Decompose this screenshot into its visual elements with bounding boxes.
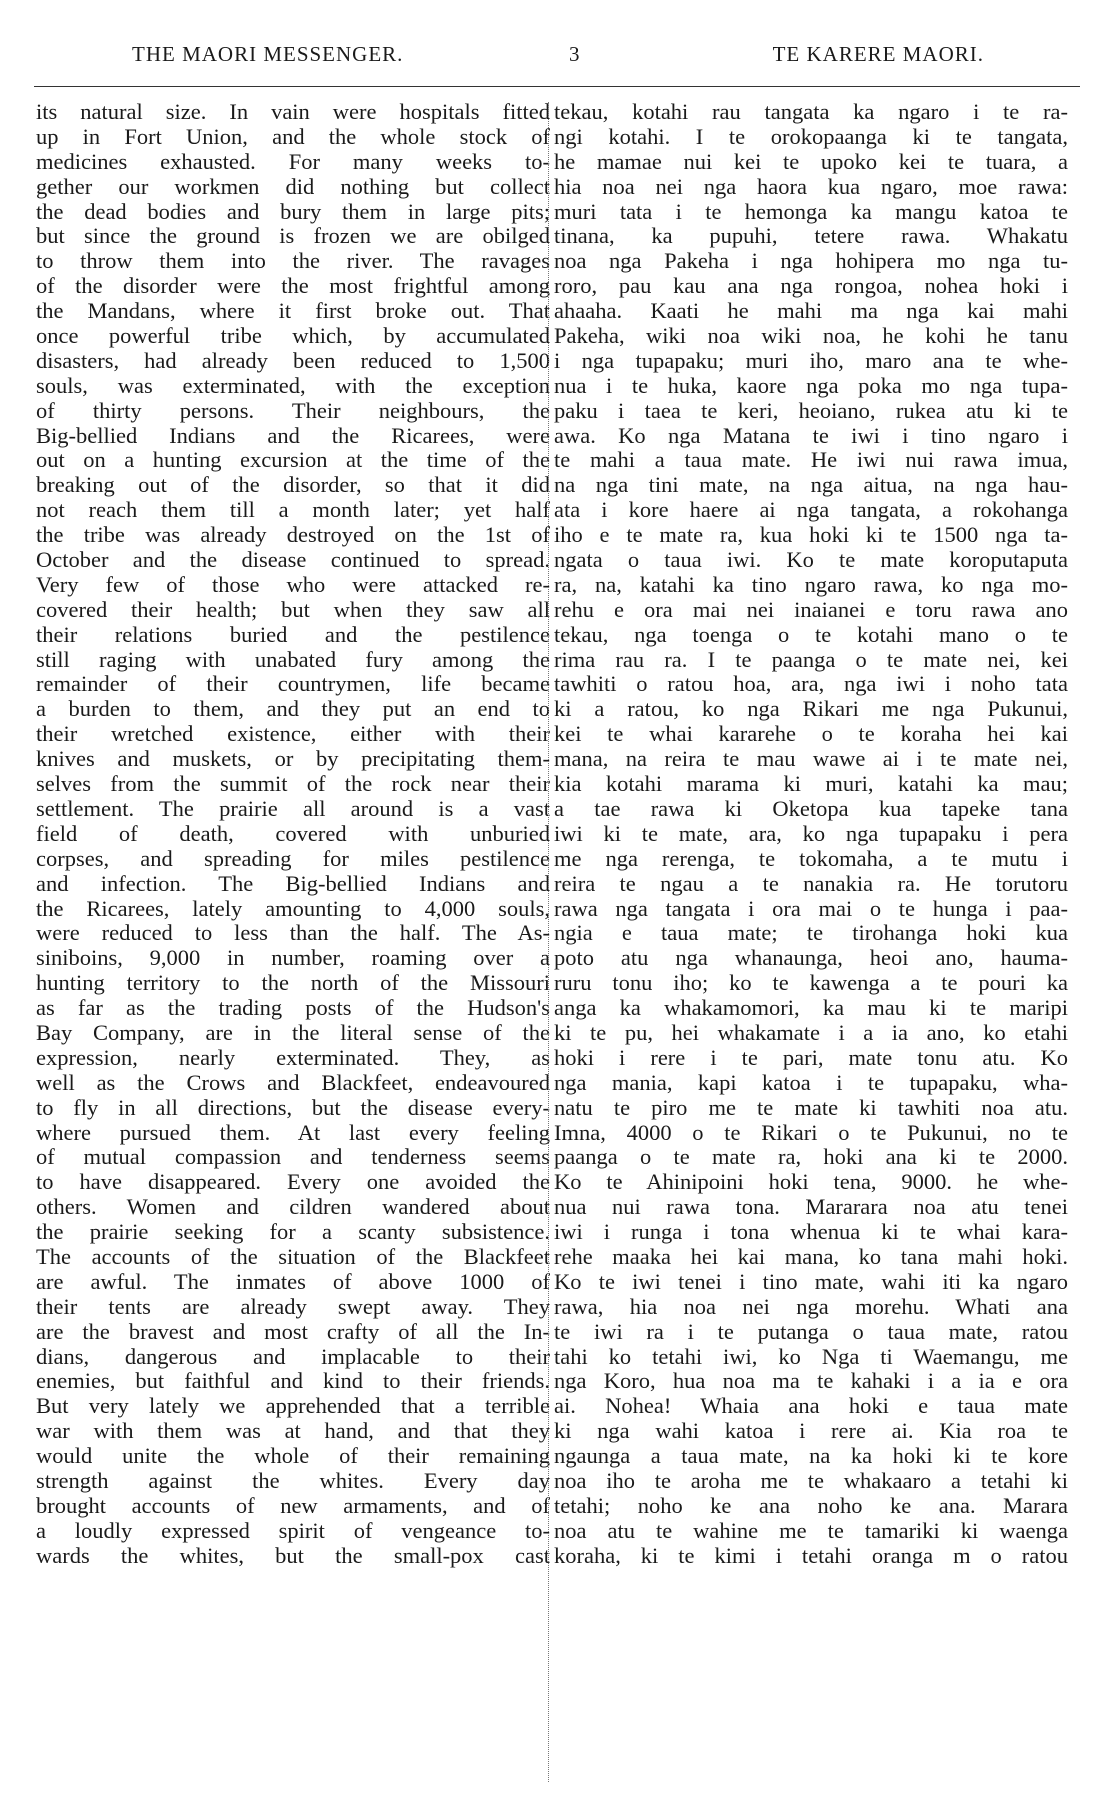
english-text-line: breaking out of the disorder, so that it did (36, 473, 550, 498)
english-text-line: would unite the whole of their remaining (36, 1444, 550, 1469)
english-text-line: gether our workmen did nothing but collect (36, 174, 550, 199)
english-column (36, 100, 550, 1569)
maori-text-line: tinana, ka pupuhi, tetere rawa. Whakatu (554, 224, 1068, 249)
english-text-line: to throw them into the river. The ravages (36, 249, 550, 274)
column-divider (548, 102, 549, 1782)
english-text-line: covered their health; but when they saw all (36, 597, 550, 622)
maori-text-line: Imna, 4000 o te Rikari o te Pukunui, no te (554, 1120, 1068, 1145)
english-text-line: but since the ground is frozen we are obilged (36, 224, 550, 249)
english-text-line: Big-bellied Indians and the Ricarees, were (36, 423, 550, 448)
maori-column (554, 100, 1068, 1569)
maori-text-line: kia kotahi marama ki muri, katahi ka mau; (554, 772, 1068, 797)
maori-text-line: ngi kotahi. I te orokopaanga ki te tangata, (554, 124, 1068, 149)
maori-text-line: tahi ko tetahi iwi, ko Nga ti Waemangu, me (554, 1344, 1068, 1369)
english-text-line: out on a hunting excursion at the time of the (36, 448, 550, 473)
english-text-line: knives and muskets, or by precipitating them- (36, 747, 550, 772)
maori-text-line: nga Koro, hua noa ma te kahaki i a ia e ora (554, 1369, 1068, 1394)
english-text-line: settlement. The prairie all around is a vast (36, 796, 550, 821)
maori-text-line: noa atu te wahine me te tamariki ki waenga (554, 1518, 1068, 1543)
english-text-line: disasters, had already been reduced to 1,500 (36, 348, 550, 373)
maori-text-line: nga mania, kapi katoa i te tupapaku, wha- (554, 1070, 1068, 1095)
english-text-line: well as the Crows and Blackfeet, endeavoured (36, 1070, 550, 1095)
english-text-line: a burden to them, and they put an end to (36, 697, 550, 722)
maori-text-line: tekau, kotahi rau tangata ka ngaro i te ra- (554, 100, 1068, 124)
english-text-line: of the disorder were the most frightful among (36, 274, 550, 299)
maori-text-line: Pakeha, wiki noa wiki noa, he kohi he tanu (554, 324, 1068, 349)
maori-text-line: ki te pu, hei whakamate i a ia ano, ko etahi (554, 1020, 1068, 1045)
maori-text-line: he mamae nui kei te upoko kei te tuara, a (554, 149, 1068, 174)
maori-text-line: ahaaha. Kaati he mahi ma nga kai mahi (554, 299, 1068, 324)
maori-text-line: ki nga wahi katoa i rere ai. Kia roa te (554, 1419, 1068, 1444)
maori-text-line: iwi i runga i tona whenua ki te whai kara- (554, 1220, 1068, 1245)
english-text-line: are awful. The inmates of above 1000 of (36, 1269, 550, 1294)
english-text-line: their relations buried and the pestilence (36, 622, 550, 647)
maori-text-line: te iwi ra i te putanga o taua mate, ratou (554, 1319, 1068, 1344)
maori-text-line: me nga rerenga, te tokomaha, a te mutu i (554, 846, 1068, 871)
maori-text-line: ngia e taua mate; te tirohanga hoki kua (554, 921, 1068, 946)
maori-text-line: tetahi; noho ke ana noho ke ana. Marara (554, 1493, 1068, 1518)
maori-text-line: iwi ki te mate, ara, ko nga tupapaku i pera (554, 821, 1068, 846)
english-text-line: strength against the whites. Every day (36, 1468, 550, 1493)
english-text-line: and infection. The Big-bellied Indians and (36, 871, 550, 896)
english-text-line: of mutual compassion and tenderness seems (36, 1145, 550, 1170)
english-text-line: others. Women and cildren wandered about (36, 1195, 550, 1220)
english-text-line: remainder of their countrymen, life became (36, 672, 550, 697)
maori-text-line: a tae rawa ki Oketopa kua tapeke tana (554, 796, 1068, 821)
maori-text-line: ngaunga a taua mate, na ka hoki ki te kore (554, 1444, 1068, 1469)
maori-text-line: rawa nga tangata i ora mai o te hunga i paa- (554, 896, 1068, 921)
maori-text-line: anga ka whakamomori, ka mau ki te maripi (554, 996, 1068, 1021)
english-text-line: their wretched existence, either with their (36, 722, 550, 747)
english-text-line: The accounts of the situation of the Blackfeet (36, 1244, 550, 1269)
english-text-line: the tribe was already destroyed on the 1st of (36, 523, 550, 548)
header-title-maori: TE KARERE MAORI. (772, 42, 984, 66)
english-text-line: selves from the summit of the rock near their (36, 772, 550, 797)
maori-text-line: nua nui rawa tona. Mararara noa atu tenei (554, 1195, 1068, 1220)
header-title-english: THE MAORI MESSENGER. (132, 42, 404, 66)
maori-text-line: na nga tini mate, na nga aitua, na nga hau- (554, 473, 1068, 498)
english-text-line: But very lately we apprehended that a terrible (36, 1394, 550, 1419)
maori-text-line: Ko te iwi tenei i tino mate, wahi iti ka ngaro (554, 1269, 1068, 1294)
english-text-line: Very few of those who were attacked re- (36, 572, 550, 597)
maori-text-line: awa. Ko nga Matana te iwi i tino ngaro i (554, 423, 1068, 448)
english-text-line: up in Fort Union, and the whole stock of (36, 124, 550, 149)
maori-text-line: paku i taea te keri, heoiano, rukea atu ki te (554, 398, 1068, 423)
english-text-line: its natural size. In vain were hospitals fitted (36, 100, 550, 124)
english-text-line: to fly in all directions, but the disease every- (36, 1095, 550, 1120)
english-text-line: hunting territory to the north of the Missouri (36, 971, 550, 996)
english-text-line: October and the disease continued to spread. (36, 548, 550, 573)
maori-text-line: natu te piro me te mate ki tawhiti noa atu. (554, 1095, 1068, 1120)
maori-text-line: ngata o taua iwi. Ko te mate koroputaputa (554, 548, 1068, 573)
english-text-line: still raging with unabated fury among the (36, 647, 550, 672)
english-text-line: brought accounts of new armaments, and of (36, 1493, 550, 1518)
english-text-line: the Ricarees, lately amounting to 4,000 souls, (36, 896, 550, 921)
page-header (118, 42, 984, 72)
maori-text-line: nua i te huka, kaore nga poka mo nga tupa- (554, 373, 1068, 398)
page-number: 3 (569, 42, 581, 66)
maori-text-line: te mahi a taua mate. He iwi nui rawa imua, (554, 448, 1068, 473)
english-text-line: the Mandans, where it first broke out. That (36, 299, 550, 324)
english-text-line: as far as the trading posts of the Hudson's (36, 996, 550, 1021)
maori-text-line: noa iho te aroha me te whakaaro a tetahi ki (554, 1468, 1068, 1493)
english-text-line: enemies, but faithful and kind to their friends. (36, 1369, 550, 1394)
maori-text-line: mana, na reira te mau wawe ai i te mate nei, (554, 747, 1068, 772)
english-text-line: expression, nearly exterminated. They, as (36, 1045, 550, 1070)
english-text-line: corpses, and spreading for miles pestilence (36, 846, 550, 871)
maori-text-line: kei te whai kararehe o te koraha hei kai (554, 722, 1068, 747)
maori-text-line: rehe maaka hei kai mana, ko tana mahi hoki. (554, 1244, 1068, 1269)
maori-text-line: rawa, hia noa nei nga morehu. Whati ana (554, 1294, 1068, 1319)
maori-text-line: hia noa nei nga haora kua ngaro, moe rawa: (554, 174, 1068, 199)
english-text-line: dians, dangerous and implacable to their (36, 1344, 550, 1369)
english-text-line: where pursued them. At last every feeling (36, 1120, 550, 1145)
english-text-line: the dead bodies and bury them in large pits; (36, 199, 550, 224)
english-text-line: field of death, covered with unburied (36, 821, 550, 846)
english-text-line: the prairie seeking for a scanty subsistence. (36, 1220, 550, 1245)
english-text-line: siniboins, 9,000 in number, roaming over a (36, 946, 550, 971)
english-text-line: to have disappeared. Every one avoided the (36, 1170, 550, 1195)
english-text-line: Bay Company, are in the literal sense of the (36, 1020, 550, 1045)
english-text-line: of thirty persons. Their neighbours, the (36, 398, 550, 423)
english-text-line: their tents are already swept away. They (36, 1294, 550, 1319)
maori-text-line: ata i kore haere ai nga tangata, a rokohanga (554, 498, 1068, 523)
english-text-line: were reduced to less than the half. The As- (36, 921, 550, 946)
maori-text-line: muri tata i te hemonga ka mangu katoa te (554, 199, 1068, 224)
maori-text-line: tawhiti o ratou hoa, ara, nga iwi i noho tata (554, 672, 1068, 697)
maori-text-line: ruru tonu iho; ko te kawenga a te pouri ka (554, 971, 1068, 996)
english-text-line: war with them was at hand, and that they (36, 1419, 550, 1444)
english-text-line: souls, was exterminated, with the exception (36, 373, 550, 398)
maori-text-line: roro, pau kau ana nga rongoa, nohea hoki i (554, 274, 1068, 299)
english-text-line: are the bravest and most crafty of all the In- (36, 1319, 550, 1344)
maori-text-line: rima rau ra. I te paanga o te mate nei, kei (554, 647, 1068, 672)
header-rule (34, 86, 1080, 87)
maori-text-line: ai. Nohea! Whaia ana hoki e taua mate (554, 1394, 1068, 1419)
maori-text-line: i nga tupapaku; muri iho, maro ana te whe- (554, 348, 1068, 373)
maori-text-line: hoki i rere i te pari, mate tonu atu. Ko (554, 1045, 1068, 1070)
english-text-line: medicines exhausted. For many weeks to- (36, 149, 550, 174)
english-text-line: not reach them till a month later; yet half (36, 498, 550, 523)
maori-text-line: paanga o te mate ra, hoki ana ki te 2000. (554, 1145, 1068, 1170)
english-text-line: once powerful tribe which, by accumulated (36, 324, 550, 349)
maori-text-line: koraha, ki te kimi i tetahi oranga m o ratou (554, 1543, 1068, 1568)
maori-text-line: iho e te mate ra, kua hoki ki te 1500 nga ta- (554, 523, 1068, 548)
maori-text-line: noa nga Pakeha i nga hohipera mo nga tu- (554, 249, 1068, 274)
maori-text-line: rehu e ora mai nei inaianei e toru rawa ano (554, 597, 1068, 622)
maori-text-line: tekau, nga toenga o te kotahi mano o te (554, 622, 1068, 647)
maori-text-line: ra, na, katahi ka tino ngaro rawa, ko nga mo- (554, 572, 1068, 597)
english-text-line: wards the whites, but the small-pox cast (36, 1543, 550, 1568)
maori-text-line: ki a ratou, ko nga Rikari me nga Pukunui, (554, 697, 1068, 722)
english-text-line: a loudly expressed spirit of vengeance to- (36, 1518, 550, 1543)
maori-text-line: Ko te Ahinipoini hoki tena, 9000. he whe- (554, 1170, 1068, 1195)
maori-text-line: poto atu nga whanaunga, heoi ano, hauma- (554, 946, 1068, 971)
maori-text-line: reira te ngau a te nanakia ra. He torutoru (554, 871, 1068, 896)
